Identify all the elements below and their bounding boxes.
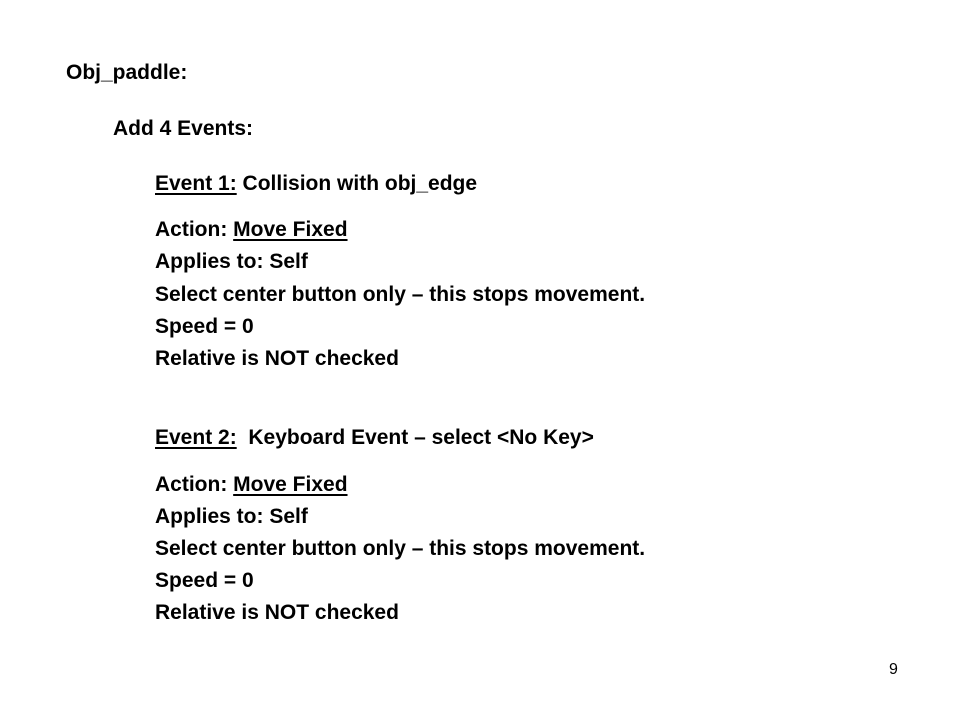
event-2-detail: Relative is NOT checked bbox=[155, 601, 399, 624]
event-1-detail: Applies to: Self bbox=[155, 250, 308, 273]
event-1-detail: Relative is NOT checked bbox=[155, 347, 399, 370]
event-2-detail: Speed = 0 bbox=[155, 569, 254, 592]
event-1-heading bbox=[155, 172, 477, 196]
event-1-label: Event 1: bbox=[155, 172, 237, 195]
event-1-action-name: Move Fixed bbox=[233, 218, 348, 241]
section-heading: Add 4 Events: bbox=[113, 117, 254, 140]
event-2-detail: Select center button only – this stops movement. bbox=[155, 537, 646, 560]
event-1-action bbox=[155, 218, 348, 242]
event-1-detail: Speed = 0 bbox=[155, 315, 254, 338]
event-1-description: Collision with obj_edge bbox=[242, 172, 478, 195]
event-2-label: Event 2: bbox=[155, 426, 237, 449]
event-1-action-prefix: Action: bbox=[155, 218, 234, 241]
event-2-heading bbox=[155, 426, 594, 450]
event-2-detail: Applies to: Self bbox=[155, 505, 308, 528]
page-title: Obj_paddle: bbox=[66, 61, 188, 84]
event-2-action-name: Move Fixed bbox=[233, 473, 348, 496]
event-2-action bbox=[155, 473, 348, 497]
event-2-description: Keyboard Event – select <No Key> bbox=[248, 426, 594, 449]
page-number: 9 bbox=[889, 661, 898, 678]
event-2-action-prefix: Action: bbox=[155, 473, 234, 496]
event-1-detail: Select center button only – this stops movement. bbox=[155, 283, 646, 306]
